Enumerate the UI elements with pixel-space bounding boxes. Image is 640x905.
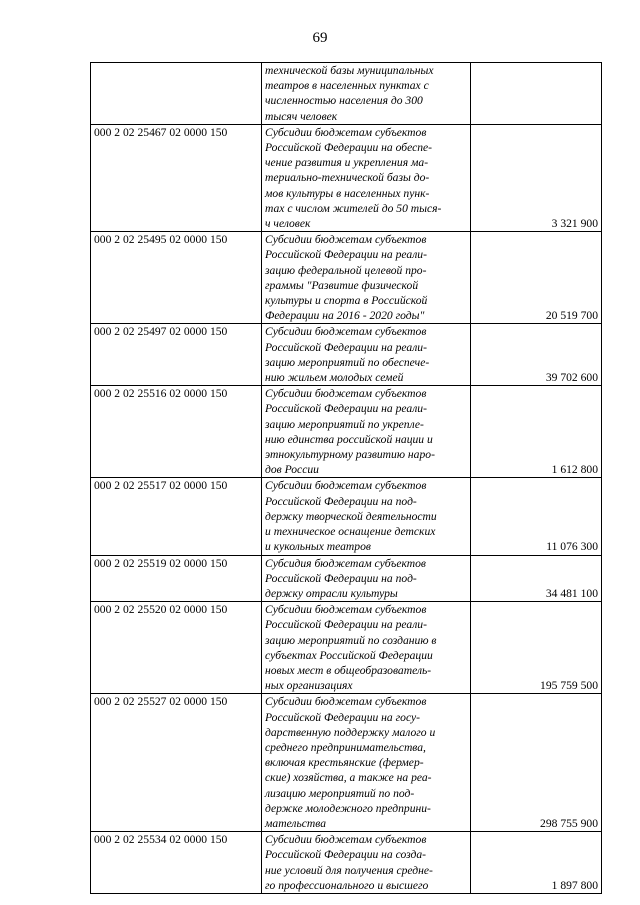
amount-cell: 1 612 800 [471,386,602,478]
description-cell [262,232,471,324]
table-body [91,63,602,894]
classification-code-cell: 000 2 02 25516 02 0000 150 [91,386,262,478]
description-line: держку отрасли культуры [265,586,398,600]
description-cell [262,63,471,125]
description-cell [262,694,471,832]
description-line: Субсидии бюджетам субъектов [265,479,427,493]
classification-code-cell: 000 2 02 25517 02 0000 150 [91,478,262,555]
classification-code-cell: 000 2 02 25527 02 0000 150 [91,694,262,832]
description-line: Российской Федерации на реали- [265,248,427,262]
description-line: субъектах Российской Федерации [265,648,433,662]
description-line: Субсидии бюджетам субъектов [265,387,427,401]
description-line: Субсидия бюджетам субъектов [265,556,426,570]
table-row [91,232,602,324]
description-line: включая крестьянские (фермер- [265,756,424,770]
description-line: новых мест в общеобразователь- [265,663,432,677]
description-line: дарственную поддержку малого и [265,725,436,739]
amount-cell: 34 481 100 [471,555,602,602]
description-line: ч человек [265,217,311,231]
description-line: Российской Федерации на под- [265,571,417,585]
description-line: дов России [265,463,319,477]
description-cell [262,602,471,694]
description-line: Российской Федерации на созда- [265,848,427,862]
classification-code-cell: 000 2 02 25467 02 0000 150 [91,124,262,231]
description-line: го профессионального и высшего [265,878,429,892]
description-cell [262,386,471,478]
description-line: среднего предпринимательства, [265,740,426,754]
description-line: лизацию мероприятий по под- [265,786,415,800]
description-line: чение развития и укрепления ма- [265,156,429,170]
description-line: нию единства российской нации и [265,432,433,446]
description-line: ские) хозяйства, а также на реа- [265,771,432,785]
description-line: Субсидии бюджетам субъектов [265,833,427,847]
description-cell [262,832,471,894]
classification-code-cell [91,63,262,125]
description-line: держку творческой деятельности [265,509,437,523]
amount-cell: 3 321 900 [471,124,602,231]
description-line: Российской Федерации на обеспе- [265,141,433,155]
table-row [91,832,602,894]
table-row [91,602,602,694]
table-row [91,63,602,125]
description-line: Субсидии бюджетам субъектов [265,325,427,339]
amount-cell: 298 755 900 [471,694,602,832]
description-line: Субсидии бюджетам субъектов [265,603,427,617]
description-line: тысяч человек [265,109,338,123]
table-row [91,324,602,386]
description-line: зацию мероприятий по обеспече- [265,355,430,369]
amount-cell: 1 897 800 [471,832,602,894]
description-line: этнокультурному развитию наро- [265,448,435,462]
description-line: Субсидии бюджетам субъектов [265,695,427,709]
description-cell [262,124,471,231]
classification-code-cell: 000 2 02 25519 02 0000 150 [91,555,262,602]
amount-cell: 20 519 700 [471,232,602,324]
description-line: мательства [265,816,327,830]
table-row [91,694,602,832]
amount-cell [471,63,602,125]
table-row [91,124,602,231]
description-line: зацию мероприятий по созданию в [265,633,437,647]
description-line: Субсидии бюджетам субъектов [265,233,427,247]
description-line: численностью населения до 300 [265,94,423,108]
classification-code-cell: 000 2 02 25497 02 0000 150 [91,324,262,386]
description-line: театров в населенных пунктах с [265,79,429,93]
description-cell [262,324,471,386]
amount-cell: 39 702 600 [471,324,602,386]
page-number: 69 [312,30,328,46]
description-line: Российской Федерации на под- [265,494,417,508]
description-line: зацию федеральной целевой про- [265,263,427,277]
description-line: Субсидии бюджетам субъектов [265,125,427,139]
description-line: Российской Федерации на госу- [265,710,421,724]
description-line: зацию мероприятий по укрепле- [265,417,424,431]
description-line: и кукольных театров [265,540,371,554]
description-cell [262,555,471,602]
classification-code-cell: 000 2 02 25495 02 0000 150 [91,232,262,324]
description-line: Российской Федерации на реали- [265,340,427,354]
table-row [91,386,602,478]
description-line: ных организациях [265,679,353,693]
description-line: и техническое оснащение детских [265,525,436,539]
classification-code-cell: 000 2 02 25534 02 0000 150 [91,832,262,894]
description-line: ние условий для получения средне- [265,863,433,877]
table-row [91,478,602,555]
description-line: Российской Федерации на реали- [265,402,427,416]
amount-cell: 11 076 300 [471,478,602,555]
description-line: Российской Федерации на реали- [265,618,427,632]
description-line: культуры и спорта в Российской [265,294,428,308]
description-line: нию жильем молодых семей [265,371,404,385]
classification-code-cell: 000 2 02 25520 02 0000 150 [91,602,262,694]
description-line: териально-технической базы до- [265,171,430,185]
description-line: держке молодежного предприни- [265,801,431,815]
budget-table [90,62,602,894]
description-line: тах с числом жителей до 50 тыся- [265,201,442,215]
description-line: мов культуры в населенных пунк- [265,186,430,200]
description-line: технической базы муниципальных [265,64,434,77]
description-cell [262,478,471,555]
description-line: Федерации на 2016 - 2020 годы" [265,309,425,323]
amount-cell: 195 759 500 [471,602,602,694]
table-row [91,555,602,602]
description-line: граммы "Развитие физической [265,278,419,292]
